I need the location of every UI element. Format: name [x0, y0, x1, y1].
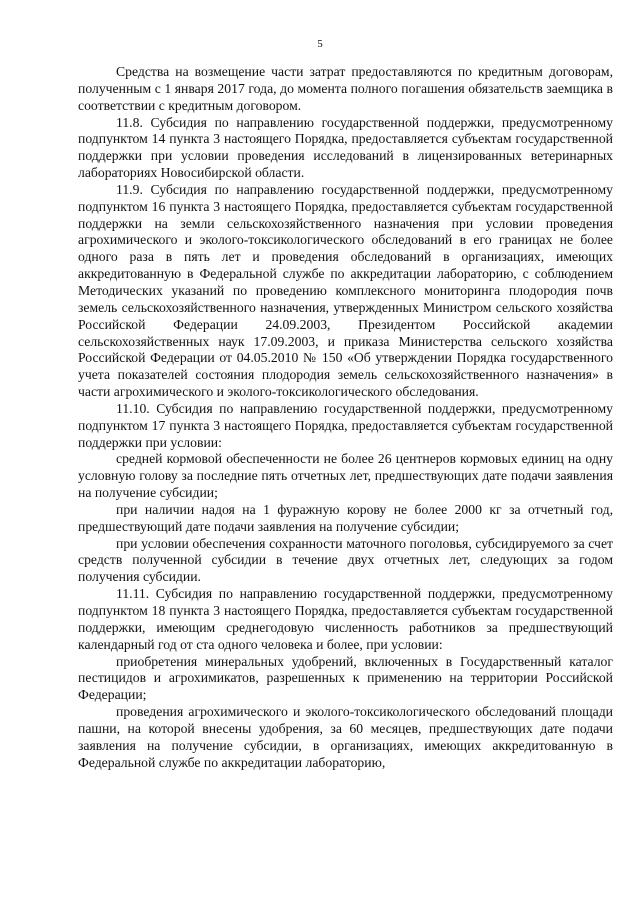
- condition-milk-yield: при наличии надоя на 1 фуражную корову не более 2000 кг за отчетный год, предшествующий дате подачи заявления на получение субсидии;: [78, 501, 613, 534]
- paragraph-11-8: 11.8. Субсидия по направлению государственной поддержки, предусмотренному подпунктом 14 пункта 3 настоящего Порядка, предоставляется субъектам государственной поддержки при условии проведения исследований в лицензированных ветеринарных лабораториях Новосибирской области.: [78, 114, 613, 181]
- condition-fertilizer-purchase: приобретения минеральных удобрений, включенных в Государственный каталог пестицидов и агрохимикатов, разрешенных к применению на территории Российской Федерации;: [78, 653, 613, 703]
- condition-soil-survey: проведения агрохимического и эколого-токсикологического обследований площади пашни, на которой внесены удобрения, за 60 месяцев, предшествующих дате подачи заявления на получение субсидии, в организациях, имеющих аккредитованную в Федеральной службе по аккредитации лабораторию,: [78, 704, 613, 770]
- condition-livestock-preservation: при условии обеспечения сохранности маточного поголовья, субсидируемого за счет средств полученной субсидии в течение двух отчетных лет, следующих за годом получения субсидии.: [78, 535, 613, 585]
- document-body: [78, 64, 613, 771]
- paragraph-credit-funds: Средства на возмещение части затрат предоставляются по кредитным договорам, полученным с 1 января 2017 года, до момента полного погашения обязательств заемщика в соответствии с кредитным договором.: [78, 64, 613, 113]
- paragraph-11-10: 11.10. Субсидия по направлению государственной поддержки, предусмотренному подпунктом 17 пункта 3 настоящего Порядка, предоставляется субъектам государственной поддержки при условии:: [78, 400, 613, 450]
- paragraph-11-9: 11.9. Субсидия по направлению государственной поддержки, предусмотренному подпунктом 16 пункта 3 настоящего Порядка, предоставляется субъектам государственной поддержки на земли сельскохозяйственного назначения при условии проведения агрохимического и эколого-токсикологического обследований в его границах не более одного раза в пять лет и проведения обследований в организациях, имеющих аккредитованную в Федеральной службе по аккредитации лабораторию, с соблюдением Методических указаний по проведению комплексного мониторинга плодородия почв земель сельскохозяйственного назначения, утвержденных Министром сельского хозяйства Российской Федерации 24.09.2003, Президентом Российской академии сельскохозяйственных наук 17.09.2003, и приказа Министерства сельского хозяйства Российской Федерации от 04.05.2010 № 150 «Об утверждении Порядка государственного учета показателей состояния плодородия земель сельскохозяйственного назначения» в части агрохимического и эколого-токсикологического обследования.: [78, 181, 613, 400]
- paragraph-11-11: 11.11. Субсидия по направлению государственной поддержки, предусмотренному подпунктом 18 пункта 3 настоящего Порядка, предоставляется субъектам государственной поддержки, имеющим среднегодовую численность работников за предшествующий календарный год от ста одного человека и более, при условии:: [78, 586, 613, 652]
- page-number: 5: [317, 38, 323, 50]
- condition-feed-supply: средней кормовой обеспеченности не более 26 центнеров кормовых единиц на одну условную голову за последние пять отчетных лет, предшествующих дате подачи заявления на получение субсидии;: [78, 451, 613, 501]
